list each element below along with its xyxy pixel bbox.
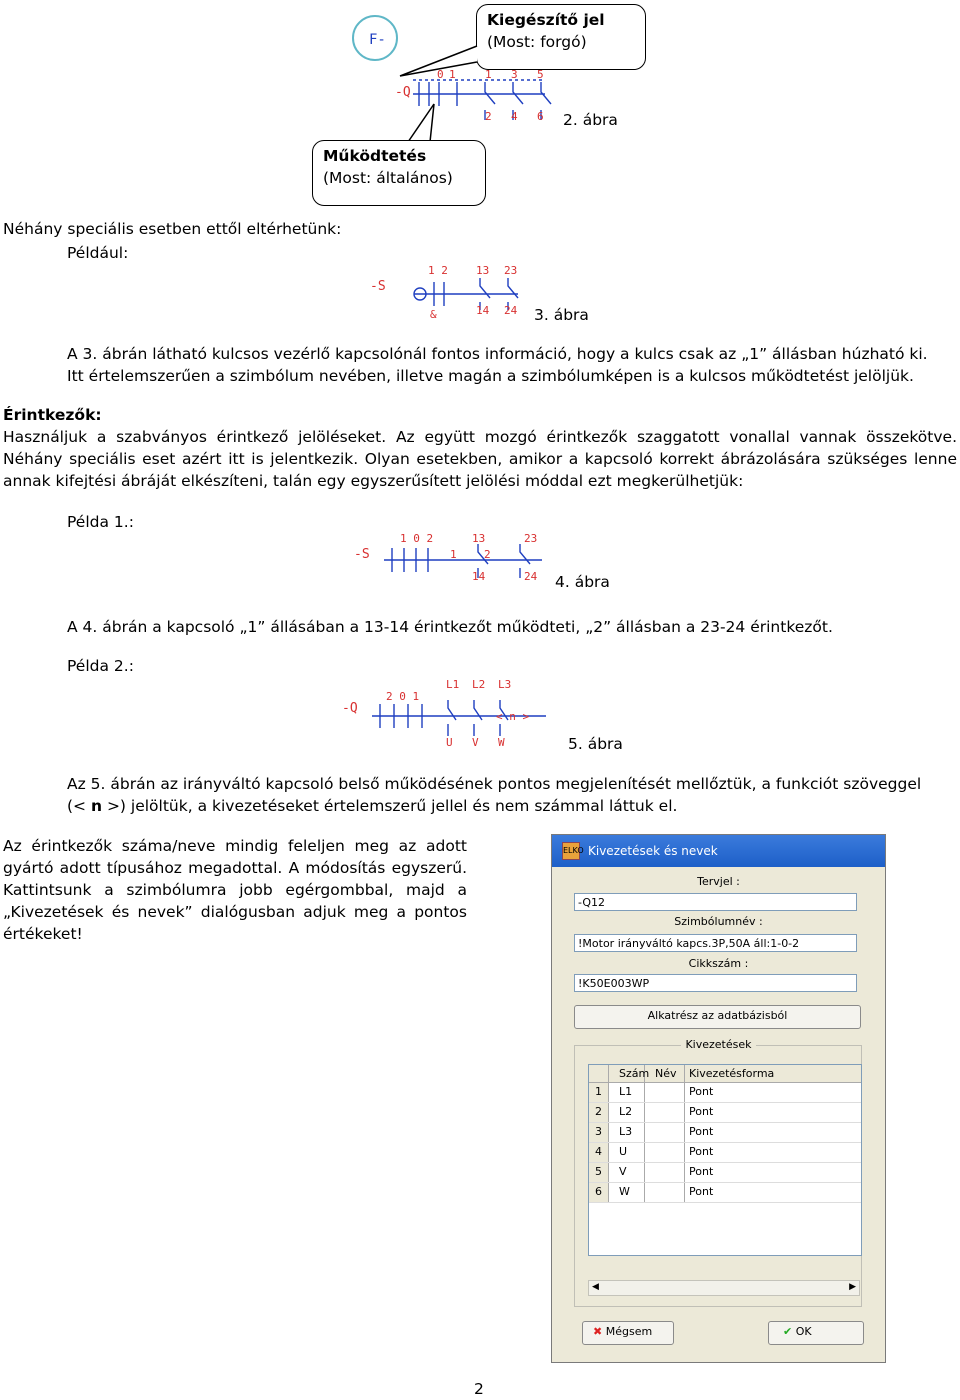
- fig5-num-top-3: L2: [472, 678, 486, 691]
- szimbolumnev-label: Szimbólumnév :: [674, 915, 763, 928]
- figure-3-symbol: [368, 260, 538, 320]
- example-2-description-line: Az 5. ábrán az irányváltó kapcsoló belső működésének pontos megjelenítését mellőztük, a funkciót szöveggel: [67, 775, 922, 793]
- callout-subtitle: (Most: általános): [323, 169, 453, 187]
- cell-szam[interactable]: U: [609, 1143, 645, 1162]
- fig2-num-top-1: 0: [437, 68, 444, 81]
- dialog-title: Kivezetések és nevek: [588, 844, 718, 858]
- page-number: 2: [474, 1380, 484, 1398]
- fig5-mid-text: < n >: [496, 710, 530, 723]
- fig2-num-bottom-1: 2: [485, 110, 492, 123]
- section-body: Használjuk a szabványos érintkező jelöléseket. Az együtt mozgó érintkezők szaggatott vonallal vannak összekötve. Néhány speciális eset azért itt is jelentkezik. Olyan esetekben, amikor a kapcsoló korrekt ábrázolására szükséges lenne annak kifejtési ábráját elkészíteni, talán egy egyszerűsített jelölési móddal ezt megkerülhetjük:: [3, 428, 957, 490]
- check-icon: ✔: [783, 1325, 793, 1338]
- callout-title: Működtetés: [323, 147, 427, 165]
- pins-table: [588, 1064, 862, 1256]
- tervjel-input[interactable]: -Q12: [574, 893, 857, 911]
- cikkszam-input[interactable]: !K50E003WP: [574, 974, 857, 992]
- example-2-label: Példa 2.:: [67, 657, 134, 675]
- fig5-num-top-4: L3: [498, 678, 512, 691]
- table-row[interactable]: [589, 1083, 861, 1103]
- cell-n[interactable]: 6: [589, 1183, 609, 1202]
- symbol-label-q: -Q: [342, 701, 358, 716]
- cell-n[interactable]: 3: [589, 1123, 609, 1142]
- kivezetesek-dialog: [551, 834, 886, 1363]
- cancel-icon: ✖: [593, 1325, 603, 1338]
- fig4-num-bottom-2: 24: [524, 570, 538, 583]
- cell-forma[interactable]: Pont: [689, 1145, 714, 1158]
- figure-5-caption: 5. ábra: [568, 735, 623, 753]
- table-row[interactable]: [589, 1163, 861, 1183]
- horizontal-scrollbar[interactable]: [588, 1280, 860, 1296]
- cell-szam[interactable]: L2: [609, 1103, 645, 1122]
- cell-szam[interactable]: L3: [609, 1123, 645, 1142]
- scroll-right-icon[interactable]: ▶: [849, 1282, 856, 1292]
- fig3-num-top-3: 23: [504, 264, 518, 277]
- fig3-num-bottom-1: &: [430, 308, 437, 321]
- cell-nev[interactable]: [645, 1183, 685, 1202]
- intro-line: Néhány speciális esetben ettől eltérhetünk:: [3, 220, 342, 238]
- cell-forma[interactable]: Pont: [689, 1105, 714, 1118]
- table-row[interactable]: [589, 1143, 861, 1163]
- fig3-num-top-1: 1 2: [428, 264, 448, 277]
- circle-label: F-: [369, 32, 386, 48]
- paragraph-line: Itt értelemszerűen a szimbólum nevében, illetve magán a szimbólumképen is a kulcsos működtetést jelöljük.: [67, 367, 914, 385]
- figure-4-symbol: [352, 530, 552, 588]
- fig4-num-bottom-1: 14: [472, 570, 486, 583]
- group-label: [552, 1038, 885, 1051]
- cell-n[interactable]: 5: [589, 1163, 609, 1182]
- fig4-num-top-2: 13: [472, 532, 486, 545]
- szimbolumnev-input[interactable]: !Motor irányváltó kapcs.3P,50A áll:1-0-2: [574, 934, 857, 952]
- example-1-description: A 4. ábrán a kapcsoló „1” állásában a 13-14 érintkezőt működteti, „2” állásban a 23-24 érintkezőt.: [67, 618, 833, 636]
- fig2-num-bottom-2: 4: [511, 110, 518, 123]
- cell-forma[interactable]: Pont: [689, 1165, 714, 1178]
- desc-part: (<: [67, 797, 91, 815]
- table-row[interactable]: [589, 1183, 861, 1203]
- fig4-num-top-3: 23: [524, 532, 538, 545]
- cell-nev[interactable]: [645, 1163, 685, 1182]
- fig2-num-top-5: 5: [537, 68, 544, 81]
- table-row[interactable]: [589, 1123, 861, 1143]
- table-header: [589, 1065, 861, 1083]
- paragraph-line: A 3. ábrán látható kulcsos vezérlő kapcsolónál fontos információ, hogy a kulcs csak az „1” állásban húzható ki.: [67, 345, 928, 363]
- callout-mukodtetes: [312, 140, 486, 206]
- cancel-button[interactable]: [582, 1321, 674, 1345]
- cell-forma[interactable]: Pont: [689, 1085, 714, 1098]
- desc-bold: n: [90, 797, 103, 815]
- column-header-nev[interactable]: Név: [645, 1065, 685, 1082]
- ok-button[interactable]: [768, 1321, 864, 1345]
- fig5-num-top-1: 2 0 1: [386, 690, 420, 703]
- dialog-titlebar: [552, 835, 885, 867]
- example-1-label: Példa 1.:: [67, 513, 134, 531]
- fig5-num-bottom-2: V: [472, 736, 479, 749]
- fig5-num-bottom-1: U: [446, 736, 453, 749]
- column-header-szam[interactable]: Szám: [609, 1065, 645, 1082]
- ok-label: OK: [795, 1325, 812, 1338]
- cell-szam[interactable]: W: [609, 1183, 645, 1202]
- fig2-num-top-4: 3: [511, 68, 518, 81]
- cell-nev[interactable]: [645, 1143, 685, 1162]
- symbol-label-s: -S: [370, 279, 386, 294]
- figure-3-caption: 3. ábra: [534, 306, 589, 324]
- fig5-num-bottom-3: W: [498, 736, 505, 749]
- cell-nev[interactable]: [645, 1103, 685, 1122]
- cell-szam[interactable]: L1: [609, 1083, 645, 1102]
- cell-szam[interactable]: V: [609, 1163, 645, 1182]
- callout-title: Kiegészítő jel: [487, 11, 605, 29]
- cell-nev[interactable]: [645, 1083, 685, 1102]
- cell-forma[interactable]: Pont: [689, 1125, 714, 1138]
- fig2-num-top-2: 1: [449, 68, 456, 81]
- cancel-label: Mégsem: [605, 1325, 653, 1338]
- callout-pointer-bottom: [400, 100, 450, 144]
- header-corner: [589, 1065, 609, 1082]
- fig5-num-top-2: L1: [446, 678, 460, 691]
- scroll-left-icon[interactable]: ◀: [592, 1282, 599, 1292]
- callout-subtitle: (Most: forgó): [487, 33, 587, 51]
- cell-n[interactable]: 1: [589, 1083, 609, 1102]
- cikkszam-label: Cikkszám :: [688, 957, 749, 970]
- fig4-num-top-1: 1 0 2: [400, 532, 434, 545]
- side-paragraph: Az érintkezők száma/neve mindig feleljen meg az adott gyártó adott típusához megadottal. A módosítás egyszerű. Kattintsunk a szimbólumra jobb egérgombbal, majd a „Kivezetések és nevek” dialógusban adjuk meg a pontos értékeket!: [3, 837, 467, 943]
- fig3-num-bottom-2: 14: [476, 304, 490, 317]
- parts-database-button[interactable]: Alkatrész az adatbázisból: [574, 1005, 861, 1029]
- fig2-num-top-3: 1: [485, 68, 492, 81]
- column-header-forma[interactable]: Kivezetésforma: [689, 1067, 775, 1080]
- figure-2-caption: 2. ábra: [563, 111, 618, 129]
- cell-n[interactable]: 2: [589, 1103, 609, 1122]
- fig3-num-top-2: 13: [476, 264, 490, 277]
- desc-part: >) jelöltük, a kivezetéseket értelemszerű jellel és nem számmal láttuk el.: [102, 797, 678, 815]
- symbol-label-q: -Q: [395, 85, 411, 100]
- fig3-num-bottom-3: 24: [504, 304, 518, 317]
- figure-4-caption: 4. ábra: [555, 573, 610, 591]
- group-label-text: Kivezetések: [681, 1038, 755, 1051]
- tervjel-label: Tervjel :: [697, 875, 740, 888]
- cell-nev[interactable]: [645, 1123, 685, 1142]
- figure-2-symbol: [345, 8, 565, 128]
- figure-5-symbol: [340, 674, 556, 749]
- example-2-description-line: [67, 795, 677, 817]
- table-row[interactable]: [589, 1103, 861, 1123]
- fig2-num-bottom-3: 6: [537, 110, 544, 123]
- cell-n[interactable]: 4: [589, 1143, 609, 1162]
- symbol-label-s: -S: [354, 547, 370, 562]
- fig4-num-mid-2: 2: [484, 548, 491, 561]
- fig4-num-mid-1: 1: [450, 548, 457, 561]
- intro-example-label: Például:: [67, 244, 129, 262]
- cell-forma[interactable]: Pont: [689, 1185, 714, 1198]
- app-icon: ELKO: [562, 842, 580, 860]
- section-heading: Érintkezők:: [3, 406, 102, 424]
